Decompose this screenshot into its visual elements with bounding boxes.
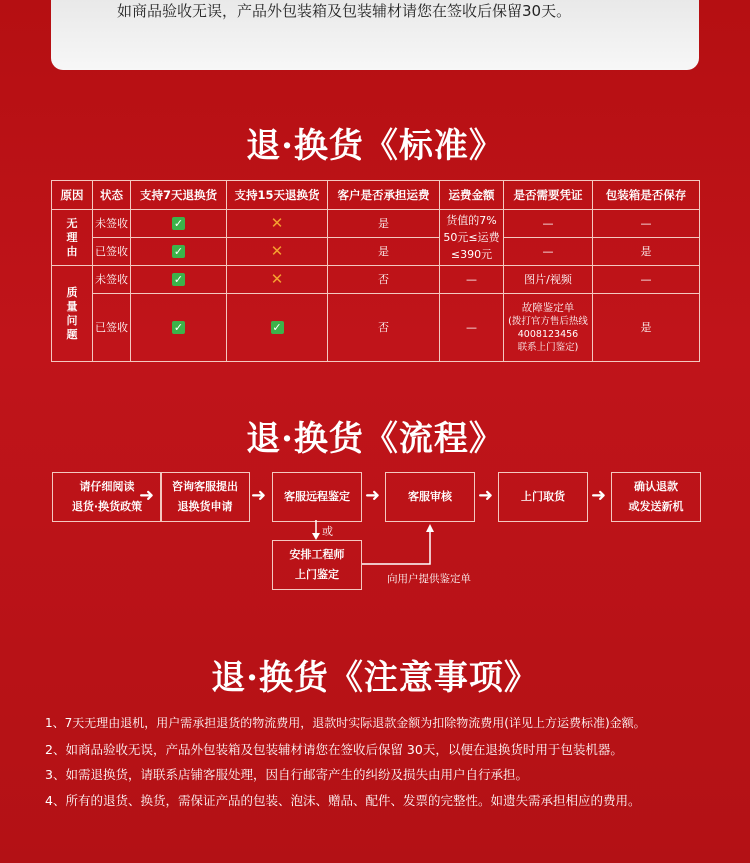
support-15day-cell [227, 238, 328, 266]
table-row [52, 294, 700, 362]
header-box: 包装箱是否保存 [593, 181, 700, 210]
status-cell: 已签收 [93, 238, 131, 266]
table-row [52, 210, 700, 238]
proof-cell [504, 294, 593, 362]
flow-step-apply [160, 472, 250, 522]
check-icon: ✓ [272, 320, 282, 334]
reason-no-reason: 无理由 [52, 210, 93, 266]
flow-step-text: 客服审核 [408, 490, 452, 503]
support-7day-cell [131, 210, 227, 238]
freight-cell: 是 [328, 210, 440, 238]
or-label: 或 [322, 525, 333, 538]
flow-step-review [385, 472, 475, 522]
header-amount: 运费金额 [440, 181, 504, 210]
header-freight: 客户是否承担运费 [328, 181, 440, 210]
arrow-right-icon: ➜ [365, 485, 381, 506]
freight-cell: 否 [328, 294, 440, 362]
check-icon: ✓ [173, 320, 184, 334]
amount-line: ≤390元 [450, 248, 493, 261]
check-icon: ✓ [173, 216, 184, 230]
standard-title: 退·换货《标准》 [246, 126, 504, 166]
amount-cell: — [440, 266, 504, 294]
note-item: 3、如需退换货，请联系店铺客服处理，因自行邮寄产生的纠纷及损失由用户自行承担。 [45, 767, 528, 782]
support-15day-cell [227, 266, 328, 294]
box-cell: 是 [593, 238, 700, 266]
standard-table [51, 180, 700, 362]
proof-line: 4008123456 [517, 328, 579, 340]
arrow-right-icon: ➜ [251, 485, 267, 506]
notes-list [45, 711, 715, 813]
amount-line: 货值的7% [446, 214, 497, 227]
flow-step-text: 客服远程鉴定 [284, 490, 350, 503]
header-15day: 支持15天退换货 [227, 181, 328, 210]
flow-step-text: 退货·换货政策 [71, 500, 143, 513]
note-item: 1、7天无理由退机，用户需承担退货的物流费用，退款时实际退款金额为扣除物流费用(详见上方运费标准)金额。 [45, 716, 646, 730]
arrow-right-icon: ➜ [478, 485, 494, 506]
table-row [52, 266, 700, 294]
reason-quality: 质量问题 [52, 266, 93, 362]
header-status: 状态 [93, 181, 131, 210]
flow-step-text: 或发送新机 [628, 500, 684, 513]
flow-step-remote-check [272, 472, 362, 522]
arrow-right-icon: ➜ [139, 485, 155, 506]
check-icon: ✓ [173, 244, 184, 258]
flow-step-engineer-visit [272, 540, 362, 590]
proof-line: 联系上门鉴定) [517, 341, 579, 353]
box-cell: — [593, 210, 700, 238]
proof-cell: 图片/视频 [504, 266, 593, 294]
header-7day: 支持7天退换货 [131, 181, 227, 210]
cross-icon: ✕ [270, 269, 284, 288]
flow-step-text: 上门取货 [521, 490, 565, 503]
support-15day-cell [227, 210, 328, 238]
support-7day-cell [131, 266, 227, 294]
header-proof: 是否需要凭证 [504, 181, 593, 210]
proof-line: (拨打官方售后热线 [508, 315, 588, 327]
note-item: 4、所有的退货、换货，需保证产品的包装、泡沫、赠品、配件、发票的完整性。如遗失需承担相应的费用。 [45, 792, 641, 808]
status-cell: 未签收 [93, 266, 131, 294]
note-item: 2、如商品验收无误，产品外包装箱及包装辅材请您在签收后保留 30天，以便在退换货时用于包装机器。 [45, 741, 623, 757]
arrow-right-icon: ➜ [591, 485, 607, 506]
box-cell: — [593, 266, 700, 294]
check-icon: ✓ [173, 272, 184, 286]
support-7day-cell [131, 294, 227, 362]
freight-cell: 否 [328, 266, 440, 294]
flow-step-pickup [498, 472, 588, 522]
proof-cell: — [504, 238, 593, 266]
table-header-row [52, 181, 700, 210]
amount-line: 50元≤运费 [443, 231, 500, 244]
process-title: 退·换货《流程》 [246, 419, 504, 459]
support-15day-cell [227, 294, 328, 362]
flow-step-text: 咨询客服提出 [172, 480, 238, 493]
table-row [52, 238, 700, 266]
amount-merged-cell [440, 210, 504, 266]
flow-step-text: 退换货申请 [177, 500, 233, 513]
notes-title: 退·换货《注意事项》 [211, 658, 539, 698]
feedback-label: 向用户提供鉴定单 [387, 573, 471, 585]
header-reason: 原因 [52, 181, 93, 210]
flow-step-text: 请仔细阅读 [79, 480, 135, 493]
top-notice-text: 如商品验收无误，产品外包装箱及包装辅材请您在签收后保留30天。 [117, 2, 572, 20]
flow-step-text: 上门鉴定 [295, 568, 339, 581]
cross-icon: ✕ [270, 241, 284, 260]
proof-line: 故障鉴定单 [521, 301, 575, 314]
amount-cell: — [440, 294, 504, 362]
freight-cell: 是 [328, 238, 440, 266]
status-cell: 未签收 [93, 210, 131, 238]
top-notice-card [51, 0, 699, 70]
cross-icon: ✕ [270, 213, 284, 232]
proof-cell: — [504, 210, 593, 238]
flow-step-text: 确认退款 [634, 480, 678, 493]
support-7day-cell [131, 238, 227, 266]
feedback-arrow-icon [362, 522, 442, 568]
status-cell: 已签收 [93, 294, 131, 362]
flow-step-refund [611, 472, 701, 522]
box-cell: 是 [593, 294, 700, 362]
flow-step-text: 安排工程师 [289, 548, 345, 561]
